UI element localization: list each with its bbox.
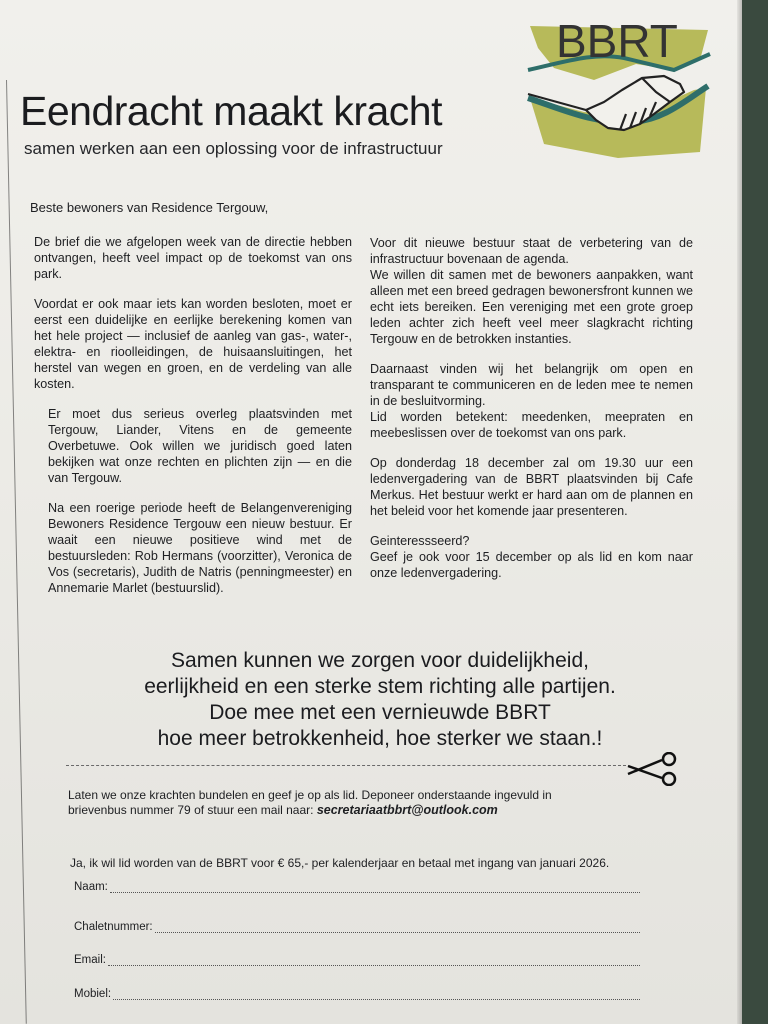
cut-line: [66, 765, 626, 766]
name-field[interactable]: [74, 880, 640, 893]
slogan-line: Samen kunnen we zorgen voor duidelijkheid,: [171, 649, 589, 672]
paragraph: Op donderdag 18 december zal om 19.30 uur een ledenvergadering van de BBRT plaatsvinden bij Cafe Merkus. Het bestuur werkt er hard aan om de plannen en het beleid voor het komende jaar presenteren.: [370, 456, 693, 518]
scissors-icon: [626, 752, 680, 786]
chalet-number-field[interactable]: [74, 920, 640, 933]
paragraph: Na een roerige periode heeft de Belangenvereniging Bewoners Residence Tergouw een nieuw bestuur. Er waait een nieuwe positieve wind met de bestuursleden: Rob Hermans (voorzitter), Veronica de Vos (secretaris), Judith de Natris (penningmeester) en Annemarie Marlet (bestuurslid).: [48, 501, 352, 595]
email-address[interactable]: secretariaatbbrt@outlook.com: [316, 803, 498, 817]
salutation: Beste bewoners van Residence Tergouw,: [30, 200, 269, 215]
paper-fold-line: [6, 80, 27, 1024]
slogan-line: hoe meer betrokkenheid, hoe sterker we staan.!: [157, 727, 603, 750]
field-line[interactable]: [108, 953, 640, 966]
paragraph: Lid worden betekent: meedenken, meepraten en meebeslissen over de toekomst van ons park.: [370, 410, 693, 440]
left-column: [34, 234, 352, 610]
field-line[interactable]: [113, 987, 640, 1000]
mobile-field[interactable]: [74, 987, 640, 1000]
field-label: Naam:: [74, 881, 108, 893]
paragraph: Er moet dus serieus overleg plaatsvinden met Tergouw, Liander, Vitens en de gemeente Overbetuwe. Ook willen we juridisch goed laten bekijken wat onze rechten en plichten zijn — en die van Tergouw.: [48, 407, 352, 485]
field-label: Mobiel:: [74, 988, 112, 1000]
page-subtitle: samen werken aan een oplossing voor de infrastructuur: [24, 139, 443, 158]
signup-instruction: [68, 788, 608, 818]
field-line[interactable]: [110, 880, 640, 893]
paragraph: We willen dit samen met de bewoners aanpakken, want alleen met een breed gedragen bewonersfront kunnen we echt iets bereiken. Een vereniging met een grote groep leden achter zich heeft veel meer slagkracht richting Tergouw en de betrokken instanties.: [370, 268, 693, 346]
page-title: Eendracht maakt kracht: [20, 88, 442, 134]
slogan-line: Doe mee met een vernieuwde BBRT: [209, 701, 551, 724]
right-column: [370, 235, 693, 595]
email-field[interactable]: [74, 953, 640, 966]
paragraph: Geinteressseerd?: [370, 534, 470, 548]
field-label: Email:: [74, 954, 106, 966]
paragraph: Voor dit nieuwe bestuur staat de verbetering van de infrastructuur bovenaan de agenda.: [370, 236, 693, 266]
membership-statement: Ja, ik wil lid worden van de BBRT voor € 65,- per kalenderjaar en betaal met ingang van januari 2026.: [70, 856, 610, 870]
field-label: Chaletnummer:: [74, 921, 153, 933]
bbrt-logo: [524, 12, 714, 162]
paragraph: Geef je ook voor 15 december op als lid en kom naar onze ledenvergadering.: [370, 550, 693, 580]
field-line[interactable]: [155, 920, 640, 933]
paragraph: Voordat er ook maar iets kan worden besloten, moet er eerst een duidelijke en eerlijke berekening komen van het hele project — inclusief de aanleg van gas-, water-, elektra- en rioolleidingen, de huisaansluitingen, het herstel van wegen en groen, en de verdeling van alle kosten.: [34, 297, 352, 391]
paragraph: De brief die we afgelopen week van de directie hebben ontvangen, heeft veel impact op de toekomst van ons park.: [34, 235, 352, 281]
paragraph: Daarnaast vinden wij het belangrijk om open en transparant te communiceren en de leden mee te nemen in de besluitvorming.: [370, 362, 693, 408]
slogan: [60, 648, 700, 752]
logo-text: BBRT: [556, 15, 678, 67]
instruction-text: Laten we onze krachten bundelen en geef je op als lid. Deponeer onderstaande ingevuld in brievenbus nummer 79 of stuur een mail naar:: [68, 788, 552, 817]
slogan-line: eerlijkheid en een sterke stem richting alle partijen.: [144, 675, 616, 698]
